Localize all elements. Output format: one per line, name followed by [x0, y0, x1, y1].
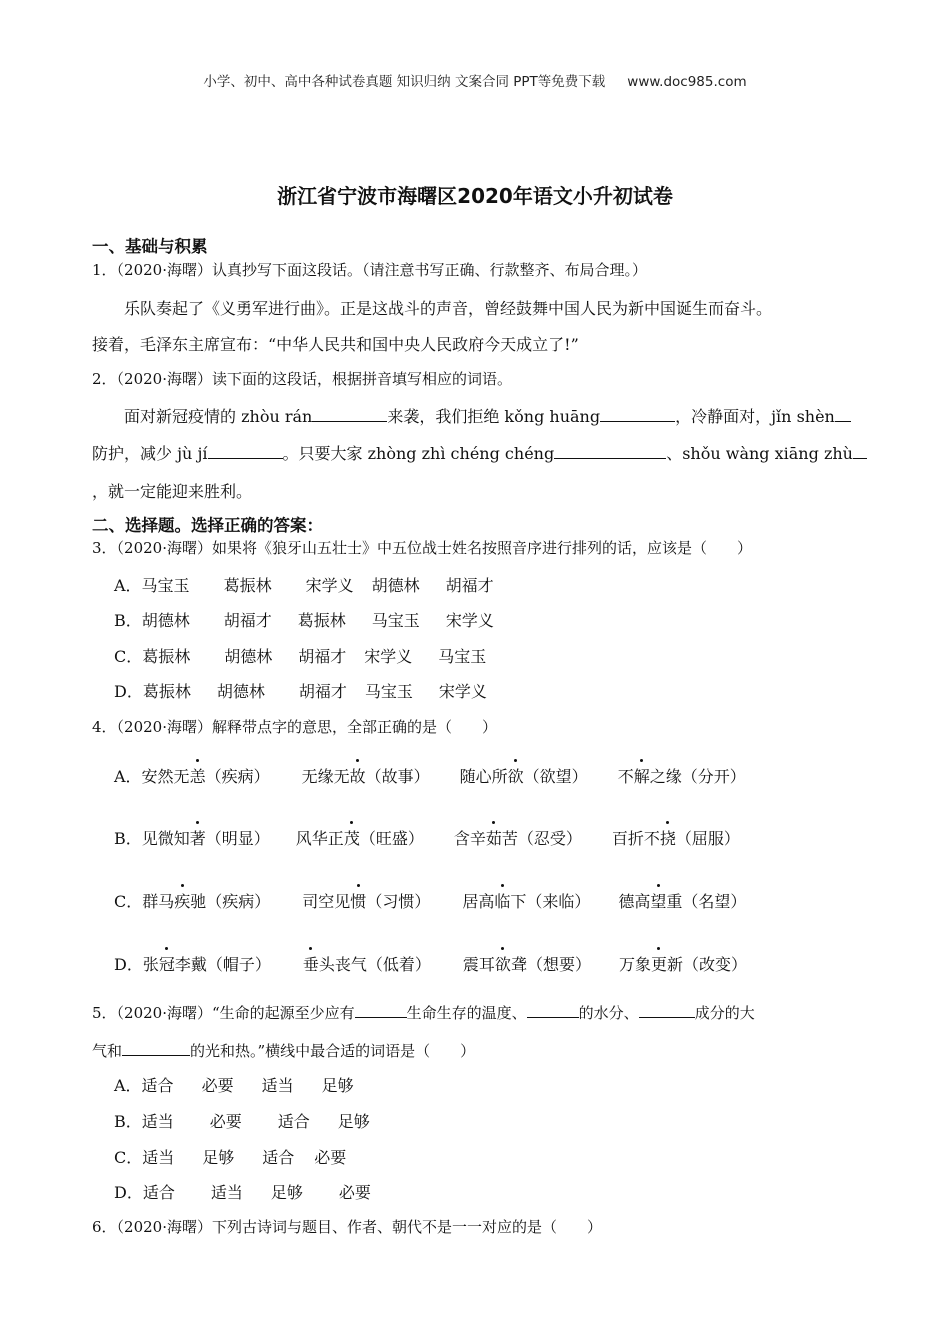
q5-d-3: 足够 [270, 1183, 303, 1202]
q5-l1-b: 生命生存的温度、 [406, 1004, 527, 1022]
q5-option-b[interactable] [114, 1109, 370, 1132]
q4-c-t4: （习惯） [366, 892, 431, 911]
q5-a-1: A．适合 [114, 1076, 174, 1095]
q3-stem: 3．（2020·海曙）如果将《狼牙山五壮士》中五位战士姓名按照音序进行排列的话，应该是（ ） [92, 539, 752, 557]
header-url[interactable]: www.doc985.com [627, 74, 747, 90]
q4-b-dot3: 茹 [486, 826, 502, 849]
q4-d-dot4: 更 [651, 952, 667, 975]
q2-blank-3[interactable] [835, 420, 851, 422]
q3-c-3: 胡福才 [298, 647, 347, 666]
q4-c-t8: 重（名望） [666, 892, 747, 911]
q3-d-2: 胡德林 [216, 682, 265, 701]
q2-l2-a: 防护，减少 jù jí [92, 444, 208, 463]
q4-a-dot4: 解 [634, 764, 650, 787]
q2-blank-6[interactable] [853, 457, 867, 459]
q3-option-b[interactable] [114, 608, 494, 631]
q2-l1-c: ，冷静面对，jǐn shèn [675, 407, 835, 426]
q4-option-c[interactable] [114, 889, 746, 912]
q2-blank-4[interactable] [208, 457, 283, 459]
q4-a-dot1: 恙 [190, 764, 206, 787]
q4-a-t7: 不 [617, 767, 634, 786]
q5-a-4: 足够 [321, 1076, 354, 1095]
q2-stem: 2．（2020·海曙）读下面的这段话，根据拼音填写相应的词语。 [92, 370, 512, 388]
q3-d-5: 宋学义 [438, 682, 487, 701]
q3-c-1: C．葛振林 [114, 647, 191, 666]
q3-b-4: 马宝玉 [371, 611, 420, 630]
q2-l1-a: 面对新冠疫情的 zhòu rán [124, 407, 313, 426]
q4-a-t8: 之缘（分开） [649, 767, 746, 786]
q4-c-t7: 德高 [618, 892, 651, 911]
q4-b-dot4: 挠 [660, 826, 676, 849]
q5-option-d[interactable] [114, 1180, 371, 1203]
q4-c-t3: 司空见 [302, 892, 351, 911]
q5-d-2: 适当 [210, 1183, 243, 1202]
q4-a-t3: 无缘无 [301, 767, 350, 786]
q5-c-2: 足够 [202, 1148, 235, 1167]
q4-d-t1: D．张 [114, 955, 159, 974]
q4-c-dot3: 临 [494, 889, 510, 912]
q3-d-4: 马宝玉 [364, 682, 413, 701]
q5-l1-c: 的水分、 [578, 1004, 639, 1022]
q3-d-3: 胡福才 [298, 682, 347, 701]
q5-blank-1[interactable] [355, 1016, 407, 1018]
q3-a-2: 葛振林 [223, 576, 272, 595]
q2-l2-c: 、shǒu wàng xiāng zhù [666, 444, 853, 463]
q5-line2 [92, 1040, 475, 1061]
q5-b-3: 适合 [277, 1112, 310, 1131]
q2-line1 [124, 404, 851, 427]
q2-l1-b: 来袭，我们拒绝 kǒng huāng [387, 407, 601, 426]
q5-option-c[interactable] [114, 1145, 346, 1168]
q4-b-t1: B．见微知 [114, 829, 190, 848]
q5-option-a[interactable] [114, 1073, 354, 1096]
q4-a-dot3: 欲 [508, 764, 524, 787]
q4-a-t6: （欲望） [523, 767, 588, 786]
q5-l1-a: 5．（2020·海曙）“生命的起源至少应有 [92, 1004, 355, 1022]
q5-c-3: 适合 [262, 1148, 295, 1167]
q3-a-5: 胡福才 [445, 576, 494, 595]
section-1-heading: 一、基础与积累 [92, 237, 208, 256]
q2-blank-2[interactable] [600, 420, 675, 422]
q5-a-2: 必要 [201, 1076, 234, 1095]
q2-line3: ，就一定能迎来胜利。 [92, 482, 253, 501]
q4-a-t2: （疾病） [205, 767, 270, 786]
q4-c-dot1: 疾 [174, 889, 190, 912]
q4-a-dot2: 故 [350, 764, 366, 787]
q1-passage-line2: 接着，毛泽东主席宣布：“中华人民共和国中央人民政府今天成立了!” [92, 335, 579, 354]
section-2-heading: 二、选择题。选择正确的答案： [92, 516, 323, 535]
page-header [0, 70, 950, 90]
header-text: 小学、初中、高中各种试卷真题 知识归纳 文案合同 PPT等免费下载 [203, 74, 606, 90]
q4-a-t5: 随心所 [459, 767, 508, 786]
q3-c-2: 胡德林 [224, 647, 273, 666]
q4-b-t2: （明显） [205, 829, 270, 848]
q4-option-a[interactable] [114, 764, 746, 787]
q4-b-t4: （旺盛） [359, 829, 424, 848]
q5-a-3: 适当 [261, 1076, 294, 1095]
q4-b-t3: 风华正 [295, 829, 344, 848]
q5-d-4: 必要 [338, 1183, 371, 1202]
q5-blank-2[interactable] [527, 1016, 579, 1018]
q4-d-t6: 万象 [618, 955, 651, 974]
q4-a-t4: （故事） [365, 767, 430, 786]
q2-blank-1[interactable] [312, 420, 387, 422]
q3-option-c[interactable] [114, 644, 486, 667]
q4-b-dot2: 茂 [344, 826, 360, 849]
q4-c-dot4: 望 [650, 889, 666, 912]
q5-line1 [92, 1002, 755, 1023]
q3-c-4: 宋学义 [364, 647, 413, 666]
q4-d-t5: 聋（想要） [510, 955, 591, 974]
q4-d-t2: 李戴（帽子） [174, 955, 271, 974]
q4-d-dot3: 欲 [495, 952, 511, 975]
q6-stem: 6．（2020·海曙）下列古诗词与题目、作者、朝代不是一一对应的是（ ） [92, 1218, 602, 1236]
q3-a-4: 胡德林 [371, 576, 420, 595]
q3-a-3: 宋学义 [305, 576, 354, 595]
q3-b-1: B．胡德林 [114, 611, 190, 630]
q4-d-t7: 新（改变） [666, 955, 747, 974]
q3-a-1: A．马宝玉 [114, 576, 190, 595]
q4-b-t8: （屈服） [675, 829, 740, 848]
q3-c-5: 马宝玉 [438, 647, 487, 666]
q4-a-t1: A．安然无 [114, 767, 190, 786]
q5-blank-3[interactable] [639, 1016, 695, 1018]
exam-title: 浙江省宁波市海曙区2020年语文小升初试卷 [277, 184, 673, 208]
q2-blank-5[interactable] [554, 457, 666, 459]
q3-d-1: D．葛振林 [114, 682, 191, 701]
q5-b-4: 足够 [337, 1112, 370, 1131]
q4-c-t2: 驰（疾病） [190, 892, 271, 911]
q4-c-t6: 下（来临） [510, 892, 591, 911]
q5-l2-a: 气和 [92, 1042, 123, 1060]
q4-c-dot2: 惯 [350, 889, 366, 912]
q5-b-1: B．适当 [114, 1112, 174, 1131]
q4-c-t5: 居高 [462, 892, 495, 911]
q5-c-4: 必要 [314, 1148, 347, 1167]
q5-d-1: D．适合 [114, 1183, 175, 1202]
q3-option-d[interactable] [114, 679, 487, 702]
q5-blank-4[interactable] [122, 1054, 190, 1056]
q5-l1-d: 成分的大 [694, 1004, 755, 1022]
q1-passage-line1: 乐队奏起了《义勇军进行曲》。正是这战斗的声音，曾经鼓舞中国人民为新中国诞生而奋斗。 [124, 299, 773, 318]
q3-option-a[interactable] [114, 573, 494, 596]
q4-b-t6: 苦（忍受） [501, 829, 582, 848]
q4-option-b[interactable] [114, 826, 740, 849]
q1-stem: 1．（2020·海曙）认真抄写下面这段话。（请注意书写正确、行款整齐、布局合理。） [92, 261, 647, 279]
q5-l2-b: 的光和热。”横线中最合适的词语是（ ） [190, 1042, 476, 1060]
q4-c-t1: C．群马 [114, 892, 175, 911]
q5-c-1: C．适当 [114, 1148, 175, 1167]
q4-b-t7: 百折不 [611, 829, 660, 848]
q4-d-t4: 震耳 [462, 955, 495, 974]
q2-l2-b: 。只要大家 zhòng zhì chéng chéng [282, 444, 555, 463]
q4-b-dot1: 著 [190, 826, 206, 849]
q4-d-dot1: 冠 [159, 952, 175, 975]
q3-b-3: 葛振林 [297, 611, 346, 630]
q3-b-5: 宋学义 [445, 611, 494, 630]
q2-line2 [92, 441, 867, 464]
q4-option-d[interactable] [114, 952, 747, 975]
q5-b-2: 必要 [209, 1112, 242, 1131]
q4-d-dot2: 垂 [303, 952, 319, 975]
q3-b-2: 胡福才 [223, 611, 272, 630]
q4-d-t3: 头丧气（低着） [318, 955, 431, 974]
q4-b-t5: 含辛 [453, 829, 486, 848]
q4-stem: 4．（2020·海曙）解释带点字的意思，全部正确的是（ ） [92, 718, 497, 736]
